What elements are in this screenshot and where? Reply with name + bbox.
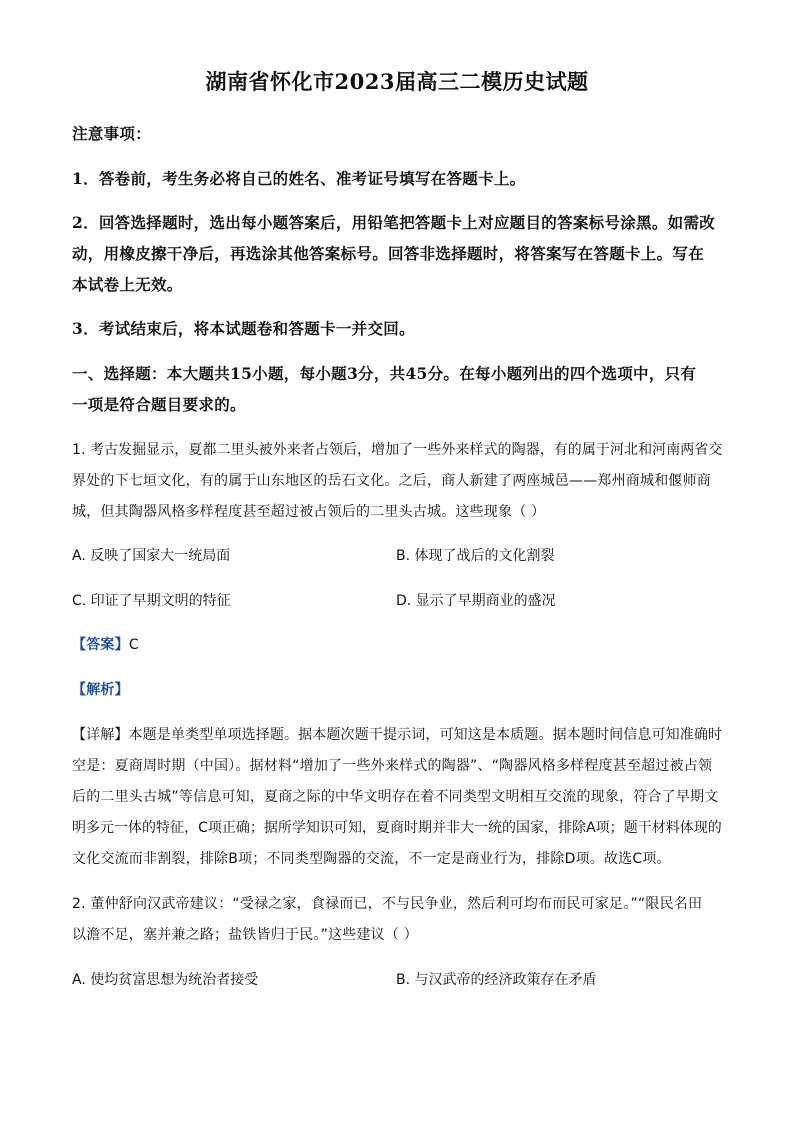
q1-option-c: C. 印证了早期文明的特征 [72, 593, 231, 609]
q1-detail-line-2: 空是：夏商周时期（中国）。据材料“增加了一些外来样式的陶器”、“陶器风格多样程度甚至超过被占领 [72, 758, 713, 774]
q1-answer [72, 634, 139, 654]
section-heading-line-1: 一、选择题：本大题共15小题，每小题3分，共45分。在每小题列出的四个选项中，只有 [72, 364, 697, 383]
q1-detail-line-4: 明多元一体的特征，C项正确；据所学知识可知，夏商时期并非大一统的国家，排除A项；题干材料体现的 [72, 820, 722, 836]
q1-option-a: A. 反映了国家大一统局面 [72, 548, 231, 564]
q1-option-d: D. 显示了早期商业的盛况 [396, 593, 556, 609]
notice-heading: 注意事项： [72, 124, 152, 143]
q1-analysis-label [72, 679, 129, 699]
q1-stem-line-1: 1. 考古发掘显示，夏都二里头被外来者占领后，增加了一些外来样式的陶器，有的属于河北和河南两省交 [72, 442, 723, 458]
notice-item-3: 3．考试结束后，将本试题卷和答题卡一并交回。 [72, 319, 415, 338]
section-heading-line-2: 一项是符合题目要求的。 [72, 395, 246, 414]
q1-detail-line-1: 【详解】本题是单类型单项选择题。据本题次题干提示词，可知这是本质题。据本题时间信息可知准确时 [72, 727, 723, 743]
q1-stem-line-2: 界处的下七垣文化，有的属于山东地区的岳石文化。之后，商人新建了两座城邑——郑州商城和偃师商 [72, 473, 711, 489]
q2-option-a: A. 使均贫富思想为统治者接受 [72, 972, 259, 988]
notice-item-2-line-3: 本试卷上无效。 [72, 275, 183, 294]
notice-item-1: 1．答卷前，考生务必将自己的姓名、准考证号填写在答题卡上。 [72, 169, 526, 188]
answer-value: C [128, 637, 139, 653]
answer-label: 【答案】 [72, 637, 129, 653]
q2-stem-line-2: 以澹不足，塞并兼之路；盐铁皆归于民。”这些建议（ ） [72, 927, 418, 943]
notice-item-2-line-2: 动，用橡皮擦干净后，再选涂其他答案标号。回答非选择题时，将答案写在答题卡上。写在 [72, 244, 705, 263]
q1-detail-line-3: 后的二里头古城”等信息可知，夏商之际的中华文明存在着不同类型文明相互交流的现象，符合了早期文 [72, 789, 719, 805]
q1-option-b: B. 体现了战后的文化割裂 [396, 548, 555, 564]
page-title: 湖南省怀化市2023届高三二模历史试题 [205, 69, 589, 94]
q2-stem-line-1: 2. 董仲舒向汉武帝建议：“受禄之家，食禄而已，不与民争业，然后利可均布而民可家足。”“限民名田 [72, 896, 703, 912]
analysis-label: 【解析】 [72, 682, 129, 698]
notice-item-2-line-1: 2．回答选择题时，选出每小题答案后，用铅笔把答题卡上对应题目的答案标号涂黑。如需改 [72, 213, 716, 232]
q2-option-b: B. 与汉武帝的经济政策存在矛盾 [396, 972, 597, 988]
q1-stem-line-3: 城，但其陶器风格多样程度甚至超过被占领后的二里头古城。这些现象（ ） [72, 504, 546, 520]
q1-detail-line-5: 文化交流而非割裂，排除B项；不同类型陶器的交流，不一定是商业行为，排除D项。故选C项。 [72, 851, 671, 867]
